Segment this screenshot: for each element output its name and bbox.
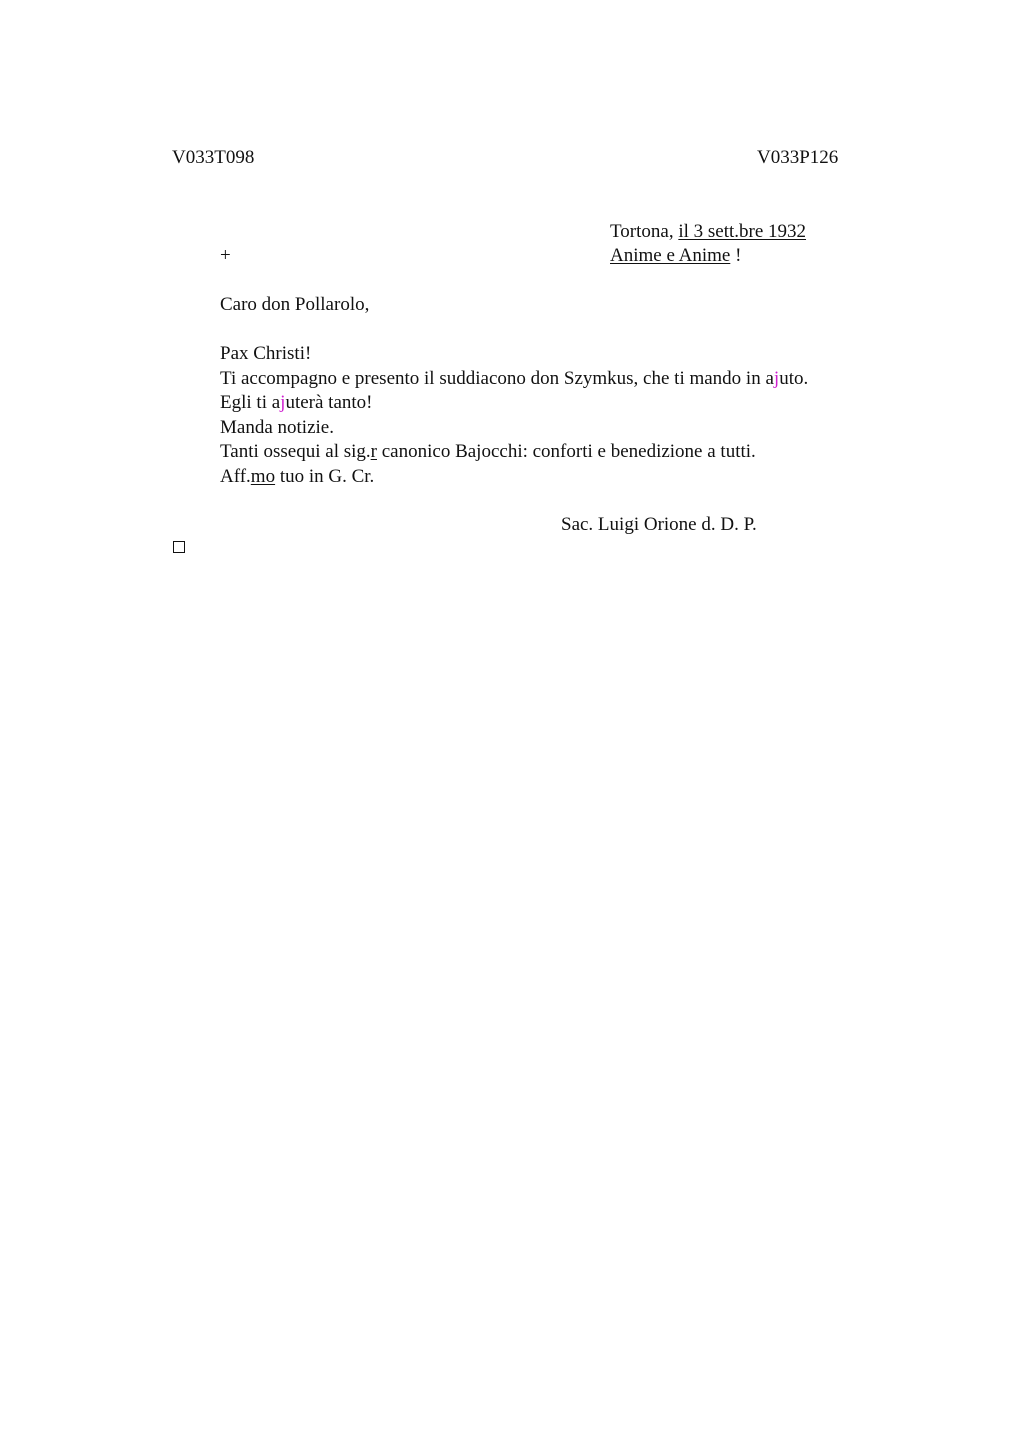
body-line-6-text-b: tuo in G. Cr. <box>275 465 375 487</box>
abbrev-superscript: r <box>370 441 377 462</box>
letter-body <box>220 342 808 489</box>
body-line-3-text-a: Egli ti a <box>220 392 281 413</box>
body-line-3 <box>220 391 808 416</box>
abbrev-superscript: mo <box>250 465 276 487</box>
body-line-5 <box>220 440 808 465</box>
salutation: Caro don Pollarolo, <box>220 294 370 315</box>
body-line-1: Pax Christi! <box>220 343 312 364</box>
document-code-left: V033T098 <box>172 147 255 168</box>
highlighted-letter: j <box>280 392 286 413</box>
cross-mark: + <box>220 245 231 266</box>
body-line-2 <box>220 367 808 392</box>
body-line-5-text-a: Tanti ossequi al sig. <box>220 441 371 462</box>
body-line-6 <box>220 465 808 490</box>
end-of-document-box-icon <box>173 541 185 553</box>
highlighted-letter: j <box>773 367 780 389</box>
date: il 3 sett.bre 1932 <box>678 221 807 242</box>
body-line-3-text-b: uterà tanto! <box>285 392 373 413</box>
place: Tortona, <box>610 221 674 242</box>
signature: Sac. Luigi Orione d. D. P. <box>561 514 757 535</box>
body-line-4: Manda notizie. <box>220 416 334 438</box>
motto <box>610 244 741 268</box>
motto-text: Anime e Anime <box>610 245 731 266</box>
place-date <box>610 220 806 244</box>
body-line-6-text-a: Aff. <box>220 465 251 487</box>
motto-suffix: ! <box>735 245 742 266</box>
body-line-2-text-a: Ti accompagno e presento il suddiacono don Szymkus, che ti mando in a <box>220 367 774 389</box>
document-code-right: V033P126 <box>757 147 839 168</box>
body-line-5-text-b: canonico Bajocchi: conforti e benedizione a tutti. <box>376 441 756 462</box>
body-line-2-text-b: uto. <box>779 367 809 389</box>
